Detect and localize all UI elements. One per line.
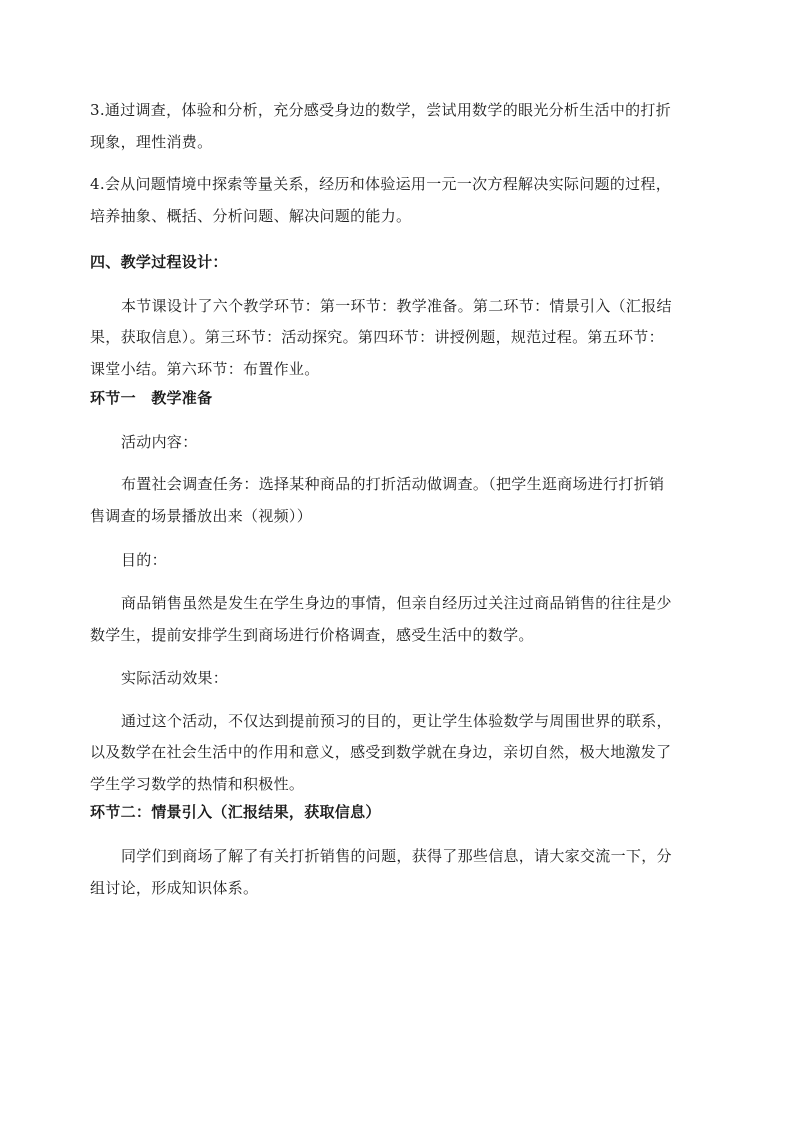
purpose-line-1: 商品销售虽然是发生在学生身边的事情，但亲自经历过关注过商品销售的往往是少 bbox=[121, 594, 672, 612]
objective-4-line-2: 培养抽象、概括、分析问题、解决问题的能力。 bbox=[90, 207, 412, 225]
effect-line-1: 通过这个活动，不仅达到提前预习的目的，更让学生体验数学与周围世界的联系， bbox=[121, 712, 672, 730]
stage-2-heading: 环节二：情景引入（汇报结果，获取信息） bbox=[90, 803, 381, 821]
section-heading-teaching-process: 四、教学过程设计： bbox=[90, 253, 228, 271]
stage-1-heading: 环节一 教学准备 bbox=[90, 389, 213, 407]
overview-paragraph-line-3: 课堂小结。第六环节：布置作业。 bbox=[90, 360, 320, 378]
overview-paragraph-line-1: 本节课设计了六个教学环节：第一环节：教学准备。第二环节：情景引入（汇报结 bbox=[121, 297, 672, 315]
activity-content-label: 活动内容： bbox=[121, 433, 198, 451]
activity-content-line-1: 布置社会调查任务：选择某种商品的打折活动做调查。（把学生逛商场进行打折销 bbox=[121, 475, 665, 493]
activity-content-line-2: 售调查的场景播放出来（视频）） bbox=[90, 507, 313, 525]
effect-label: 实际活动效果： bbox=[121, 669, 229, 687]
stage-2-line-2: 组讨论，形成知识体系。 bbox=[90, 879, 259, 897]
objective-4-line-1: 4.会从问题情境中探索等量关系，经历和体验运用一元一次方程解决实际问题的过程， bbox=[90, 175, 672, 193]
overview-paragraph-line-2: 果，获取信息）。第三环节：活动探究。第四环节：讲授例题，规范过程。第五环节： bbox=[90, 328, 664, 346]
purpose-label: 目的： bbox=[121, 551, 167, 569]
objective-3-line-1: 3.通过调查，体验和分析，充分感受身边的数学，尝试用数学的眼光分析生活中的打折 bbox=[90, 101, 672, 119]
purpose-line-2: 数学生，提前安排学生到商场进行价格调查，感受生活中的数学。 bbox=[90, 626, 534, 644]
objective-3-line-2: 现象，理性消费。 bbox=[90, 133, 213, 151]
stage-2-line-1: 同学们到商场了解了有关打折销售的问题，获得了那些信息，请大家交流一下，分 bbox=[121, 847, 672, 865]
effect-line-2: 以及数学在社会生活中的作用和意义，感受到数学就在身边，亲切自然，极大地激发了 bbox=[90, 743, 672, 761]
effect-line-3: 学生学习数学的热情和积极性。 bbox=[90, 775, 305, 793]
